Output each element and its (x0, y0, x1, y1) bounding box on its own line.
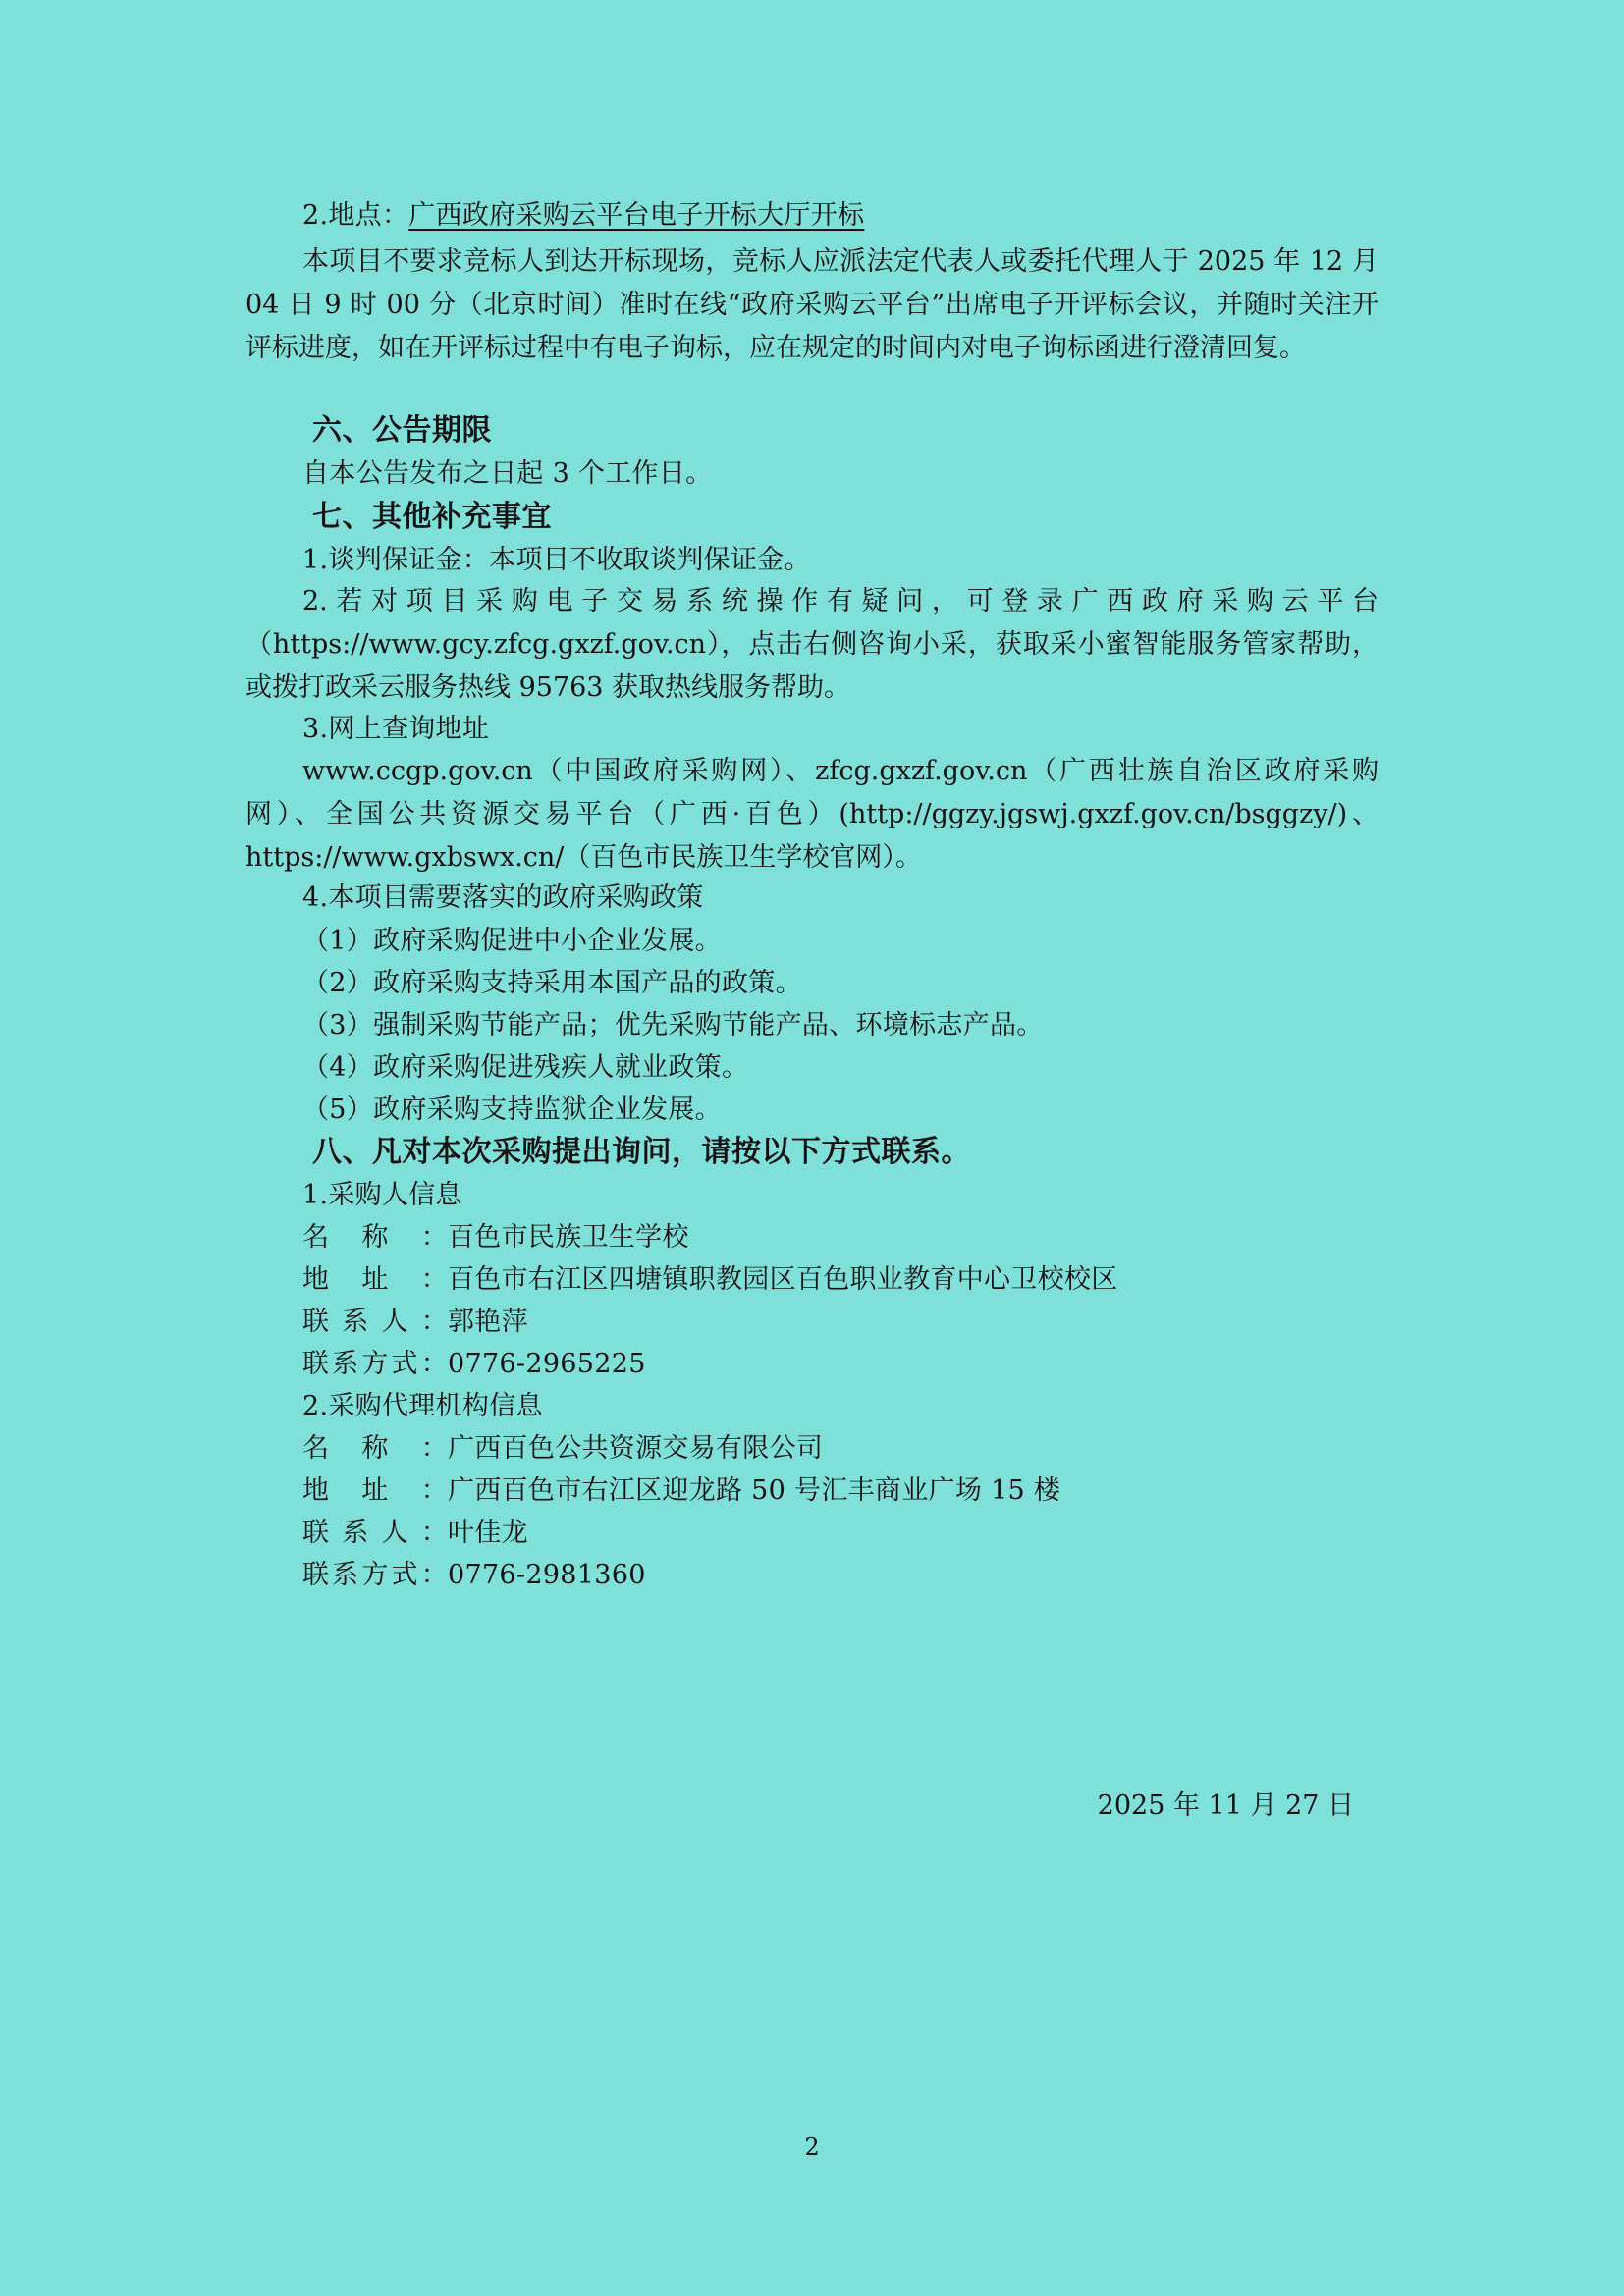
agency-name: 广西百色公共资源交易有限公司 (448, 1433, 824, 1464)
policy-item: （4）政府采购促进残疾人就业政策。 (302, 1052, 749, 1083)
section7-item2: 2.若对项目采购电子交易系统操作有疑问，可登录广西政府采购云平台（https://www.gcy.zfcg.gxzf.gov.cn），点击右侧咨询小采，获取采小蜜智能服务管家帮助，或拨打政采云服务热线 95763 获取热线服务帮助。 (245, 586, 1379, 703)
purchaser-address-row (302, 1258, 1118, 1302)
section7-item4-title: 4.本项目需要落实的政府采购政策 (302, 882, 704, 913)
purchaser-phone-row (302, 1343, 646, 1386)
agency-address: 广西百色市右江区迎龙路 50 号汇丰商业广场 15 楼 (448, 1475, 1061, 1506)
purchaser-contact: 郭艳萍 (448, 1307, 528, 1337)
purchaser-name-label: 名称： (302, 1222, 448, 1253)
purchaser-contact-label: 联系人： (302, 1307, 448, 1337)
venue-line (302, 194, 864, 238)
policy-item: （3）强制采购节能产品；优先采购节能产品、环境标志产品。 (302, 1010, 1044, 1041)
agency-phone-row (302, 1554, 646, 1597)
policy-item: （5）政府采购支持监狱企业发展。 (302, 1095, 722, 1125)
section7-item1: 1.谈判保证金：本项目不收取谈判保证金。 (302, 545, 811, 575)
agency-contact-row (302, 1512, 528, 1555)
agency-name-label: 名称： (302, 1433, 448, 1464)
purchaser-contact-row (302, 1301, 528, 1344)
section8-heading: 八、凡对本次采购提出询问，请按以下方式联系。 (312, 1135, 971, 1169)
section7-heading: 七、其他补充事宜 (312, 500, 552, 534)
purchaser-title: 1.采购人信息 (302, 1180, 462, 1210)
policy-item: （1）政府采购促进中小企业发展。 (302, 926, 722, 956)
section6-heading: 六、公告期限 (312, 413, 492, 448)
agency-title: 2.采购代理机构信息 (302, 1391, 543, 1421)
agency-address-row (302, 1469, 1060, 1513)
agency-name-row (302, 1427, 823, 1470)
document-date: 2025 年 11 月 27 日 (1097, 1790, 1354, 1821)
purchaser-address-label: 地址： (302, 1264, 448, 1295)
policy-item: （2）政府采购支持采用本国产品的政策。 (302, 968, 802, 998)
purchaser-phone-label: 联系方式： (302, 1349, 448, 1379)
purchaser-name-row (302, 1216, 689, 1259)
section6-text: 自本公告发布之日起 3 个工作日。 (302, 458, 713, 489)
section7-item3-title: 3.网上查询地址 (302, 714, 490, 744)
purchaser-address: 百色市右江区四塘镇职教园区百色职业教育中心卫校校区 (448, 1264, 1118, 1295)
purchaser-name: 百色市民族卫生学校 (448, 1222, 689, 1253)
agency-contact-label: 联系人： (302, 1518, 448, 1548)
venue-value: 广西政府采购云平台电子开标大厅开标 (408, 200, 865, 231)
section7-item3-text: www.ccgp.gov.cn（中国政府采购网）、zfcg.gxzf.gov.cn（广西壮族自治区政府采购网）、全国公共资源交易平台（广西·百色）(http://ggzy.jgswj.gxzf.gov.cn/bsggzy/)、https://www.gxbswx.cn/（百色市民族卫生学校官网）。 (245, 756, 1379, 873)
agency-contact: 叶佳龙 (448, 1518, 528, 1548)
agency-phone: 0776-2981360 (448, 1560, 646, 1590)
agency-phone-label: 联系方式： (302, 1560, 448, 1590)
agency-address-label: 地址： (302, 1475, 448, 1506)
page-number: 2 (804, 2133, 820, 2161)
purchaser-phone: 0776-2965225 (448, 1349, 646, 1379)
venue-label: 2.地点： (302, 200, 409, 231)
venue-paragraph: 本项目不要求竞标人到达开标现场，竞标人应派法定代表人或委托代理人于 2025 年 12 月 04 日 9 时 00 分（北京时间）准时在线“政府采购云平台”出席电子开评标会议，并随时关注开评标进度，如在开评标过程中有电子询标，应在规定的时间内对电子询标函进行澄清回复。 (245, 246, 1379, 363)
